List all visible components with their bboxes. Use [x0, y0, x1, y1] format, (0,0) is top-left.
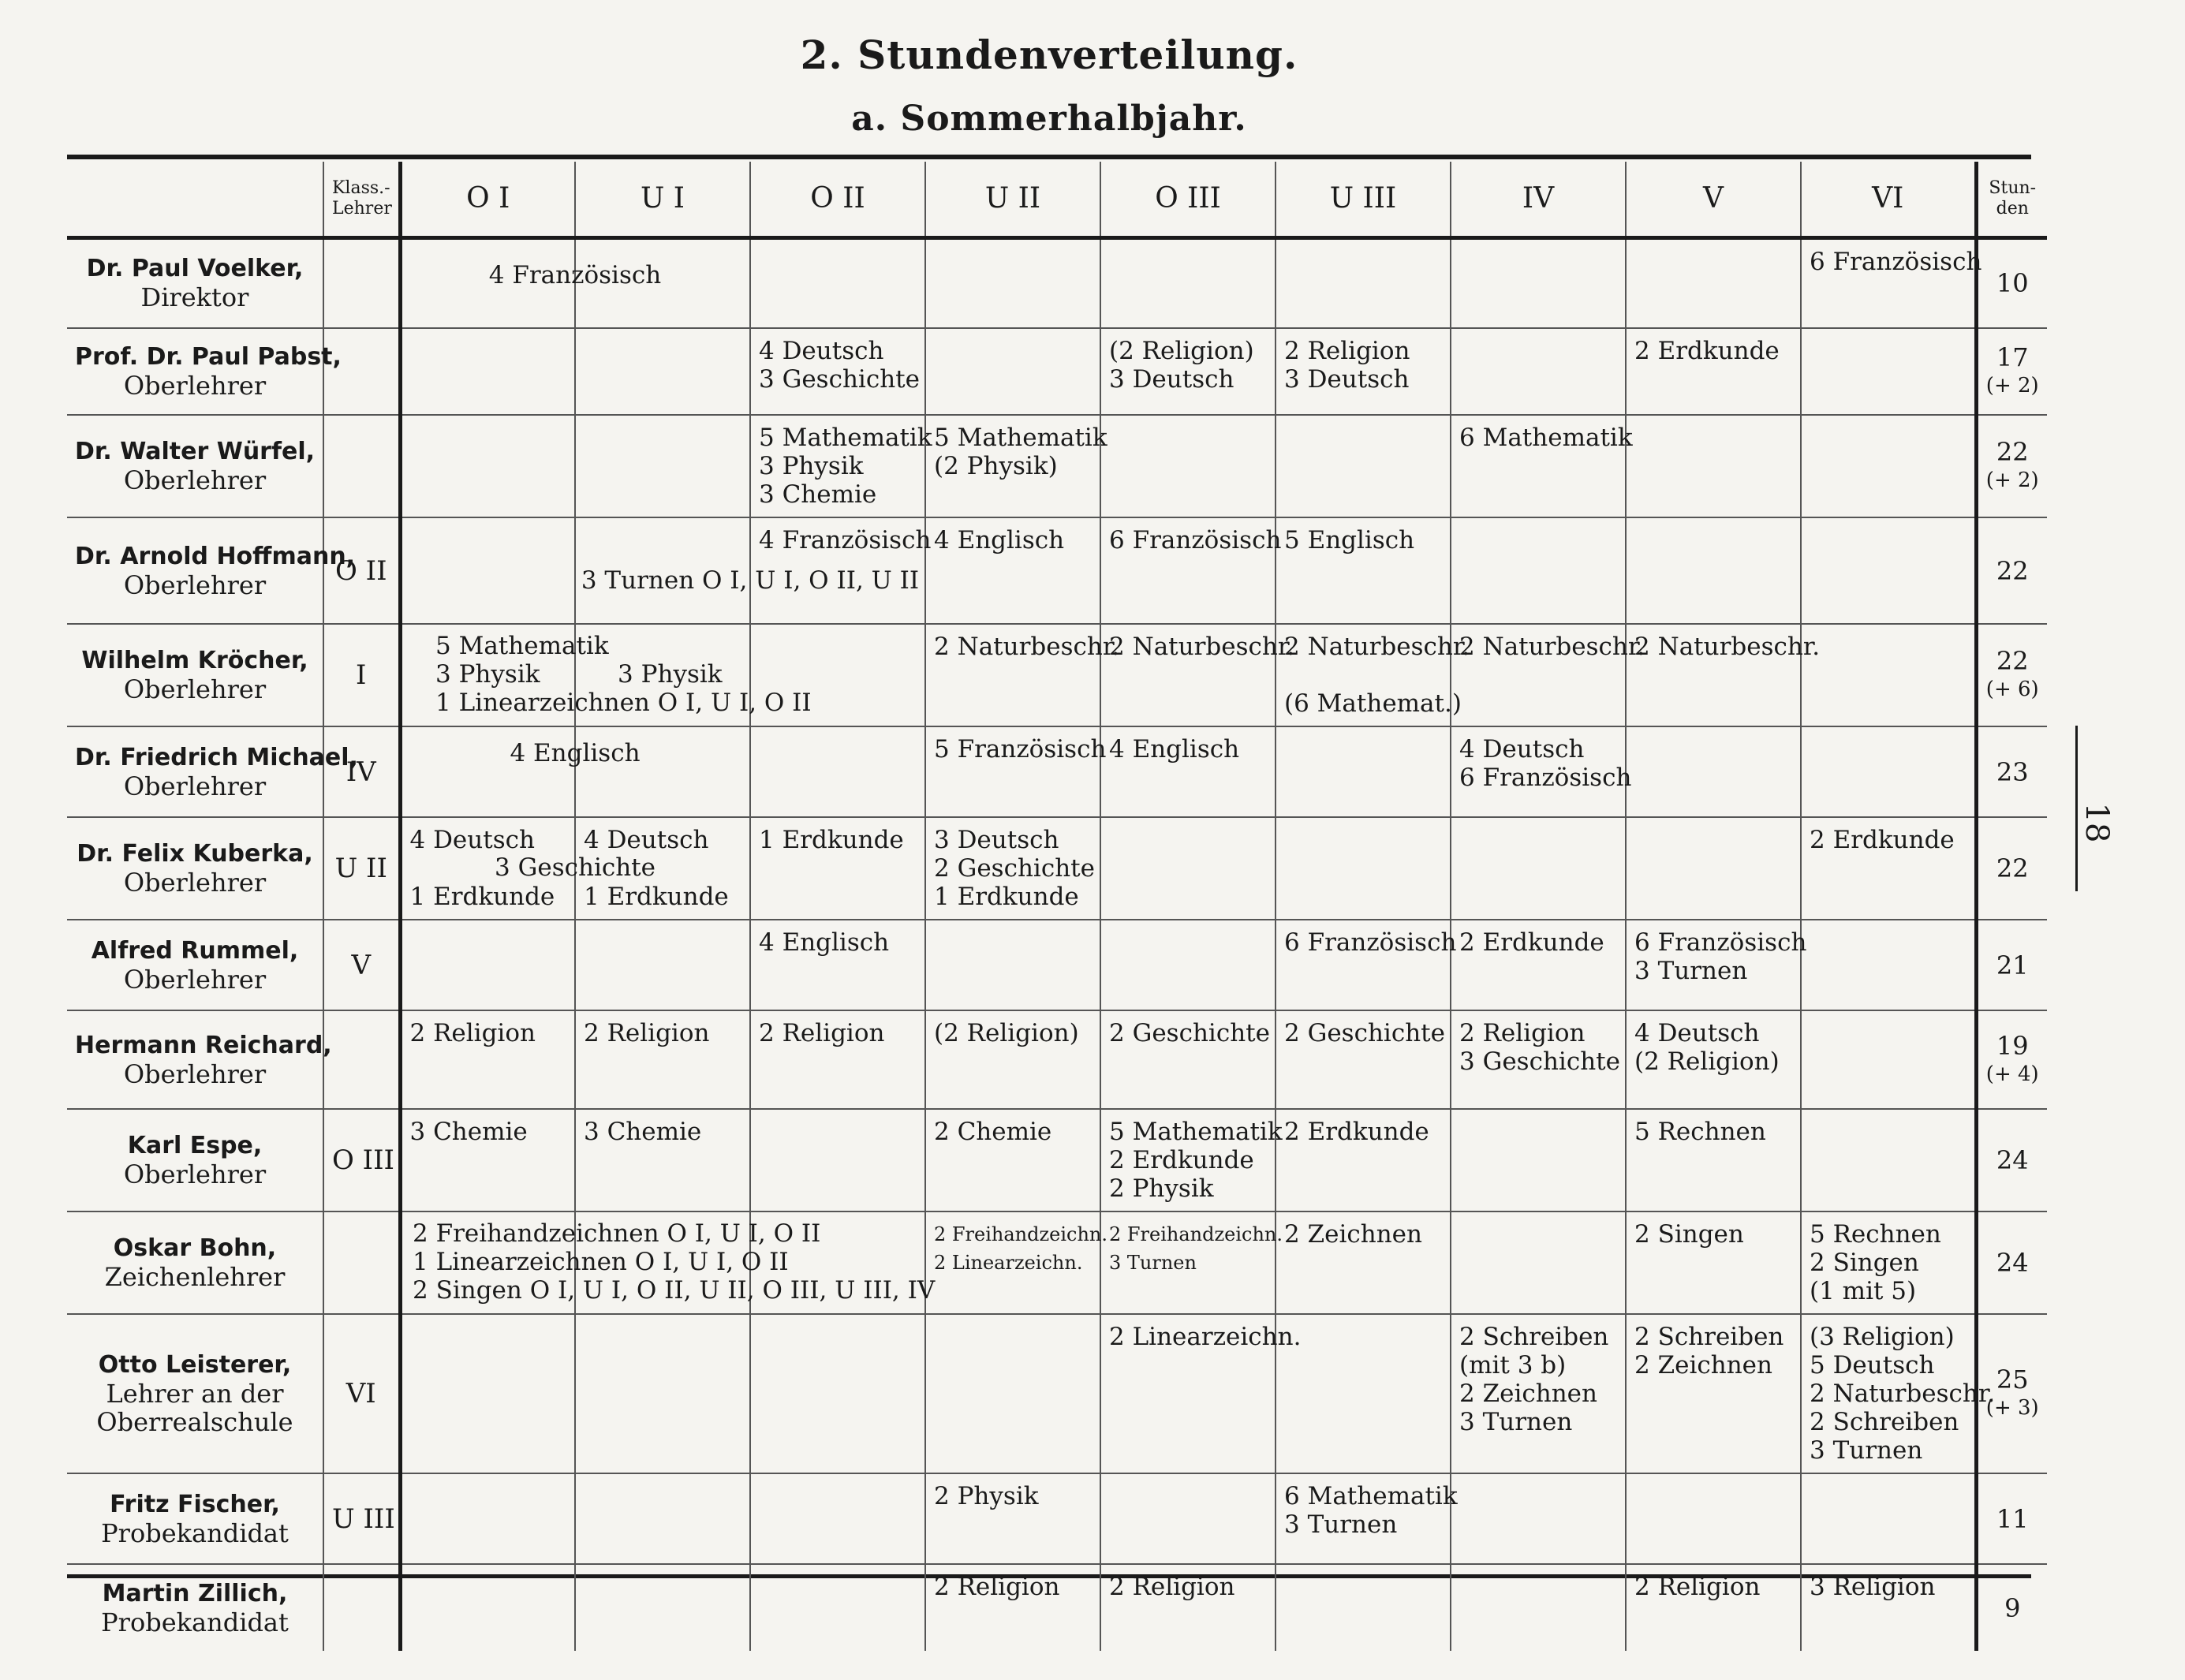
- teacher-cell: [67, 1314, 323, 1473]
- teacher-role: Probekandidat: [101, 1607, 289, 1637]
- schedule-cell: 4 Deutsch 3 Geschichte: [750, 328, 925, 415]
- schedule-cell: [1626, 817, 1801, 920]
- stunden-total: 9: [2004, 1592, 2021, 1623]
- schedule-cell: 2 Religion: [400, 1010, 575, 1109]
- schedule-cell: 6 Französisch: [1801, 237, 1976, 328]
- teacher-name: Oskar Bohn,: [113, 1234, 277, 1262]
- table-row: [67, 920, 2047, 1010]
- stunden-extra: (+ 3): [1985, 1396, 2039, 1420]
- klass-lehrer-cell: [323, 1211, 400, 1314]
- schedule-cell: (3 Religion) 5 Deutsch 2 Naturbeschr. 2 Schreiben 3 Turnen: [1801, 1314, 1976, 1473]
- header-class: U III: [1276, 162, 1451, 237]
- schedule-cell: 6 Mathematik 3 Turnen: [1276, 1473, 1451, 1564]
- schedule-cell: [1451, 328, 1626, 415]
- teacher-role: Oberlehrer: [123, 1159, 267, 1189]
- schedule-cell: 2 Physik: [925, 1473, 1100, 1564]
- header-class: U I: [575, 162, 750, 237]
- stunden-cell: [1976, 726, 2047, 817]
- stunden-total: 11: [1996, 1503, 2029, 1534]
- stunden-cell: [1976, 1314, 2047, 1473]
- schedule-cell: 2 Geschichte: [1276, 1010, 1451, 1109]
- teacher-cell: [67, 624, 323, 726]
- schedule-cell: 2 Religion 3 Deutsch: [1276, 328, 1451, 415]
- schedule-cell: [575, 1473, 750, 1564]
- schedule-cell: 2 Religion: [750, 1010, 925, 1109]
- teacher-cell: [67, 328, 342, 415]
- schedule-cell: [575, 1314, 750, 1473]
- stunden-total: 21: [1996, 950, 2029, 980]
- teacher-name: Alfred Rummel,: [91, 936, 299, 965]
- schedule-cell: 2 Religion: [575, 1010, 750, 1109]
- schedule-cell: 6 Französisch: [1100, 517, 1276, 624]
- schedule-cell: [750, 1564, 925, 1651]
- schedule-cell: [750, 237, 925, 328]
- stunden-cell: [1976, 1211, 2047, 1314]
- schedule-cell: [400, 920, 575, 1010]
- klass-lehrer-cell: VI: [323, 1314, 400, 1473]
- schedule-cell: 4 Englisch: [750, 920, 925, 1010]
- schedule-cell: [1801, 415, 1976, 517]
- schedule-cell: 2 Naturbeschr.: [925, 624, 1100, 726]
- schedule-cell: [925, 237, 1100, 328]
- teacher-cell: [67, 920, 323, 1010]
- schedule-cell: [1626, 517, 1801, 624]
- klass-lehrer-cell: [323, 1564, 400, 1651]
- schedule-cell: [1276, 726, 1451, 817]
- stunden-extra: (+ 6): [1985, 678, 2039, 701]
- schedule-cell: [1801, 1109, 1976, 1211]
- merged-span-text: 4 Englisch: [510, 739, 641, 767]
- header-stunden: Stun- den: [1976, 162, 2047, 237]
- klass-lehrer-cell: V: [323, 920, 400, 1010]
- header-klass-lehrer: Klass.- Lehrer: [323, 162, 400, 237]
- schedule-cell: 5 Englisch: [1276, 517, 1451, 624]
- schedule-cell: [1451, 1109, 1626, 1211]
- merged-span-text: 3 Geschichte: [495, 853, 656, 882]
- teacher-role: Probekandidat: [101, 1518, 289, 1548]
- schedule-cell: 3 Deutsch 2 Geschichte 1 Erdkunde: [925, 817, 1100, 920]
- teacher-name: Dr. Felix Kuberka,: [77, 840, 313, 868]
- teacher-name: Hermann Reichard,: [75, 1031, 332, 1059]
- schedule-cell: 4 Deutsch 6 Französisch: [1451, 726, 1626, 817]
- schedule-cell: 2 Erdkunde: [1451, 920, 1626, 1010]
- schedule-cell: 4 Französisch: [750, 517, 925, 624]
- teacher-name: Wilhelm Kröcher,: [81, 647, 308, 674]
- merged-span-text: 5 Mathematik 3 Physik 3 Physik 1 Linearzeichnen O I, U I, O II: [435, 632, 812, 717]
- teacher-name: Fritz Fischer,: [110, 1490, 280, 1518]
- schedule-cell: 4 Deutsch 1 Erdkunde: [400, 817, 575, 920]
- header-class: O II: [750, 162, 925, 237]
- schedule-cell: [1100, 415, 1276, 517]
- stunden-cell: [1976, 1109, 2047, 1211]
- stunden-cell: [1976, 1010, 2047, 1109]
- schedule-cell: 2 Religion 3 Geschichte: [1451, 1010, 1626, 1109]
- schedule-cell: 3 Chemie: [400, 1109, 575, 1211]
- teacher-name: Dr. Arnold Hoffmann,: [75, 542, 356, 570]
- schedule-cell: 4 Englisch: [925, 517, 1100, 624]
- schedule-cell: [1801, 1473, 1976, 1564]
- schedule-cell: [750, 1473, 925, 1564]
- schedule-cell: 2 Schreiben 2 Zeichnen: [1626, 1314, 1801, 1473]
- table-row: [67, 624, 2047, 726]
- stunden-total: 24: [1996, 1248, 2029, 1278]
- schedule-cell: 2 Schreiben (mit 3 b) 2 Zeichnen 3 Turnen: [1451, 1314, 1626, 1473]
- schedule-cell: 5 Französisch: [925, 726, 1100, 817]
- schedule-cell: [925, 328, 1100, 415]
- schedule-cell: 2 Naturbeschr.: [1626, 624, 1801, 726]
- klass-lehrer-cell: U II: [323, 817, 400, 920]
- stunden-total: 23: [1996, 756, 2029, 787]
- schedule-cell: [1626, 415, 1801, 517]
- schedule-cell: 3 Chemie: [575, 1109, 750, 1211]
- schedule-cell: [1276, 415, 1451, 517]
- klass-lehrer-cell: U III: [323, 1473, 400, 1564]
- stunden-total: 22: [1996, 555, 2029, 586]
- schedule-cell: 5 Mathematik 3 Physik 3 Chemie: [750, 415, 925, 517]
- schedule-cell: 2 Freihandzeichn. 2 Linearzeichn.: [925, 1211, 1100, 1314]
- schedule-cell: [1451, 1473, 1626, 1564]
- teacher-role: Oberlehrer: [123, 771, 267, 801]
- schedule-cell: 4 Deutsch (2 Religion): [1626, 1010, 1801, 1109]
- stunden-cell: [1976, 1473, 2047, 1564]
- schedule-cell: 3 Religion: [1801, 1564, 1976, 1651]
- teacher-name: Dr. Paul Voelker,: [86, 255, 304, 283]
- schedule-cell: 2 Zeichnen: [1276, 1211, 1451, 1314]
- merged-span-text: 4 Französisch: [488, 261, 662, 289]
- teacher-name: Karl Espe,: [127, 1132, 263, 1159]
- schedule-cell: 5 Mathematik 2 Erdkunde 2 Physik: [1100, 1109, 1276, 1211]
- stunden-cell: [1976, 817, 2047, 920]
- stunden-total: 22: [1996, 853, 2029, 883]
- schedule-cell: [1451, 1564, 1626, 1651]
- schedule-cell: [1451, 1211, 1626, 1314]
- teacher-role: Oberlehrer: [123, 569, 267, 600]
- table-row: [67, 328, 2047, 415]
- schedule-cell: 2 Erdkunde: [1801, 817, 1976, 920]
- teacher-name: Otto Leisterer,: [98, 1351, 292, 1379]
- schedule-cell: [1626, 726, 1801, 817]
- page-number-rule: [2075, 726, 2078, 891]
- table-row: [67, 1010, 2047, 1109]
- table-row: [67, 415, 2047, 517]
- stunden-extra: (+ 2): [1985, 469, 2039, 492]
- schedule-cell: [1276, 817, 1451, 920]
- teacher-cell: [67, 1473, 323, 1564]
- teacher-cell: [67, 726, 358, 817]
- schedule-cell: [1801, 920, 1976, 1010]
- stunden-total: 19: [1996, 1030, 2029, 1061]
- header-class: O III: [1100, 162, 1276, 237]
- schedule-cell: 2 Religion: [925, 1564, 1100, 1651]
- schedule-cell: 5 Rechnen: [1626, 1109, 1801, 1211]
- teacher-role: Lehrer an der Oberrealschule: [96, 1379, 293, 1437]
- klass-lehrer-cell: [323, 237, 400, 328]
- stunden-total: 25: [1996, 1365, 2029, 1394]
- schedule-cell: [1801, 517, 1976, 624]
- page-number: 18: [2079, 802, 2115, 843]
- klass-lehrer-cell: IV: [323, 726, 400, 817]
- schedule-cell: [575, 1564, 750, 1651]
- header-class: VI: [1801, 162, 1976, 237]
- schedule-cell: 6 Mathematik: [1451, 415, 1626, 517]
- table-row: [67, 1314, 2047, 1473]
- stunden-cell: [1976, 517, 2047, 624]
- schedule-cell: [1100, 237, 1276, 328]
- table-row: [67, 726, 2047, 817]
- stunden-cell: [1976, 415, 2047, 517]
- schedule-cell: 5 Mathematik (2 Physik): [925, 415, 1100, 517]
- schedule-cell: [575, 415, 750, 517]
- teacher-role: Oberlehrer: [123, 868, 267, 898]
- stunden-total: 24: [1996, 1145, 2029, 1175]
- schedule-cell: [1276, 1314, 1451, 1473]
- table-row: [67, 817, 2047, 920]
- schedule-cell: 2 Erdkunde: [1626, 328, 1801, 415]
- schedule-cell: [1451, 517, 1626, 624]
- schedule-cell: [1626, 237, 1801, 328]
- stunden-cell: [1976, 1564, 2047, 1651]
- stunden-cell: [1976, 920, 2047, 1010]
- table-row: [67, 1564, 2047, 1651]
- schedule-cell: [400, 415, 575, 517]
- header-class: IV: [1451, 162, 1626, 237]
- table-row: [67, 1109, 2047, 1211]
- schedule-cell: [1276, 237, 1451, 328]
- teacher-name: Dr. Walter Würfel,: [75, 438, 316, 465]
- stunden-total: 22: [1996, 646, 2029, 676]
- klass-lehrer-cell: O II: [323, 517, 400, 624]
- teacher-cell: [67, 415, 323, 517]
- schedule-cell: [575, 920, 750, 1010]
- schedule-table: [67, 162, 2047, 1651]
- schedule-cell: [925, 920, 1100, 1010]
- header-class: V: [1626, 162, 1801, 237]
- teacher-name: Prof. Dr. Paul Pabst,: [75, 343, 342, 371]
- klass-lehrer-cell: [323, 415, 400, 517]
- schedule-cell: 2 Religion: [1100, 1564, 1276, 1651]
- schedule-cell: 2 Geschichte: [1100, 1010, 1276, 1109]
- schedule-cell: 2 Erdkunde: [1276, 1109, 1451, 1211]
- table-row: [67, 1473, 2047, 1564]
- schedule-cell: [400, 1473, 575, 1564]
- stunden-total: 10: [1996, 268, 2029, 299]
- schedule-cell: 2 Naturbeschr.: [1100, 624, 1276, 726]
- schedule-cell: 2 Chemie: [925, 1109, 1100, 1211]
- teacher-role: Oberlehrer: [123, 964, 267, 995]
- teacher-cell: [67, 1010, 332, 1109]
- merged-span-text: 2 Freihandzeichnen O I, U I, O II 1 Linearzeichnen O I, U I, O II 2 Singen O I, U I, O II, U II, O III, U III, IV: [413, 1219, 936, 1305]
- schedule-cell: [1100, 920, 1276, 1010]
- teacher-name: Dr. Friedrich Michael,: [75, 743, 358, 771]
- schedule-cell: 2 Singen: [1626, 1211, 1801, 1314]
- schedule-cell: 5 Rechnen 2 Singen (1 mit 5): [1801, 1211, 1976, 1314]
- schedule-cell: 1 Erdkunde: [750, 817, 925, 920]
- stunden-total: 22: [1996, 437, 2029, 467]
- schedule-cell: [1801, 624, 1976, 726]
- schedule-cell: [1626, 1473, 1801, 1564]
- stunden-extra: (+ 4): [1985, 1062, 2039, 1086]
- schedule-cell: [750, 1109, 925, 1211]
- schedule-cell: [1451, 237, 1626, 328]
- schedule-cell: [1276, 1564, 1451, 1651]
- schedule-cell: 2 Naturbeschr.: [1451, 624, 1626, 726]
- schedule-cell: [1100, 817, 1276, 920]
- teacher-role: Oberlehrer: [123, 1058, 267, 1089]
- teacher-cell: [67, 817, 323, 920]
- teacher-role: Oberlehrer: [123, 371, 267, 401]
- merged-span-text: 3 Turnen O I, U I, O II, U II: [581, 566, 920, 595]
- table-row: [67, 237, 2047, 328]
- schedule-cell: [400, 328, 575, 415]
- schedule-cell: [1801, 328, 1976, 415]
- teacher-cell: [67, 1211, 323, 1314]
- schedule-cell: [1801, 726, 1976, 817]
- schedule-cell: 2 Linearzeichn.: [1100, 1314, 1276, 1473]
- schedule-cell: 6 Französisch 3 Turnen: [1626, 920, 1801, 1010]
- teacher-role: Oberlehrer: [123, 465, 267, 495]
- schedule-cell: [750, 726, 925, 817]
- page-title: 2. Stundenverteilung.: [800, 32, 1298, 78]
- teacher-cell: [67, 1564, 323, 1651]
- stunden-cell: [1976, 237, 2047, 328]
- schedule-cell: [750, 1314, 925, 1473]
- header-class: O I: [400, 162, 575, 237]
- schedule-cell: [575, 328, 750, 415]
- klass-lehrer-cell: O III: [323, 1109, 400, 1211]
- klass-lehrer-cell: [323, 328, 400, 415]
- page-subtitle: a. Sommerhalbjahr.: [851, 99, 1247, 139]
- stunden-cell: [1976, 624, 2047, 726]
- teacher-cell: [67, 517, 356, 624]
- stunden-cell: [1976, 328, 2047, 415]
- header-row: [67, 162, 2047, 237]
- header-class: U II: [925, 162, 1100, 237]
- header-teacher: [67, 162, 323, 237]
- teacher-role: Direktor: [140, 282, 249, 313]
- schedule-cell: (2 Religion) 3 Deutsch: [1100, 328, 1276, 415]
- schedule-cell: 2 Religion: [1626, 1564, 1801, 1651]
- schedule-cell: 2 Naturbeschr. (6 Mathemat.): [1276, 624, 1451, 726]
- table-top-rule: [67, 155, 2031, 159]
- schedule-cell: [400, 1314, 575, 1473]
- teacher-cell: [67, 237, 323, 328]
- stunden-extra: (+ 2): [1985, 374, 2039, 398]
- schedule-cell: 4 Englisch: [1100, 726, 1276, 817]
- klass-lehrer-cell: I: [323, 624, 400, 726]
- stunden-total: 17: [1996, 342, 2029, 372]
- schedule-cell: [1451, 817, 1626, 920]
- schedule-cell: 6 Französisch: [1276, 920, 1451, 1010]
- schedule-cell: [400, 1564, 575, 1651]
- teacher-cell: [67, 1109, 323, 1211]
- schedule-cell: (2 Religion): [925, 1010, 1100, 1109]
- teacher-name: Martin Zillich,: [102, 1579, 288, 1607]
- schedule-cell: 4 Deutsch 1 Erdkunde: [575, 817, 750, 920]
- schedule-cell: [925, 1314, 1100, 1473]
- teacher-role: Oberlehrer: [123, 674, 267, 704]
- schedule-cell: 2 Freihandzeichn. 3 Turnen: [1100, 1211, 1276, 1314]
- schedule-cell: [1100, 1473, 1276, 1564]
- schedule-cell: [1801, 1010, 1976, 1109]
- teacher-role: Zeichenlehrer: [104, 1262, 286, 1292]
- klass-lehrer-cell: [323, 1010, 400, 1109]
